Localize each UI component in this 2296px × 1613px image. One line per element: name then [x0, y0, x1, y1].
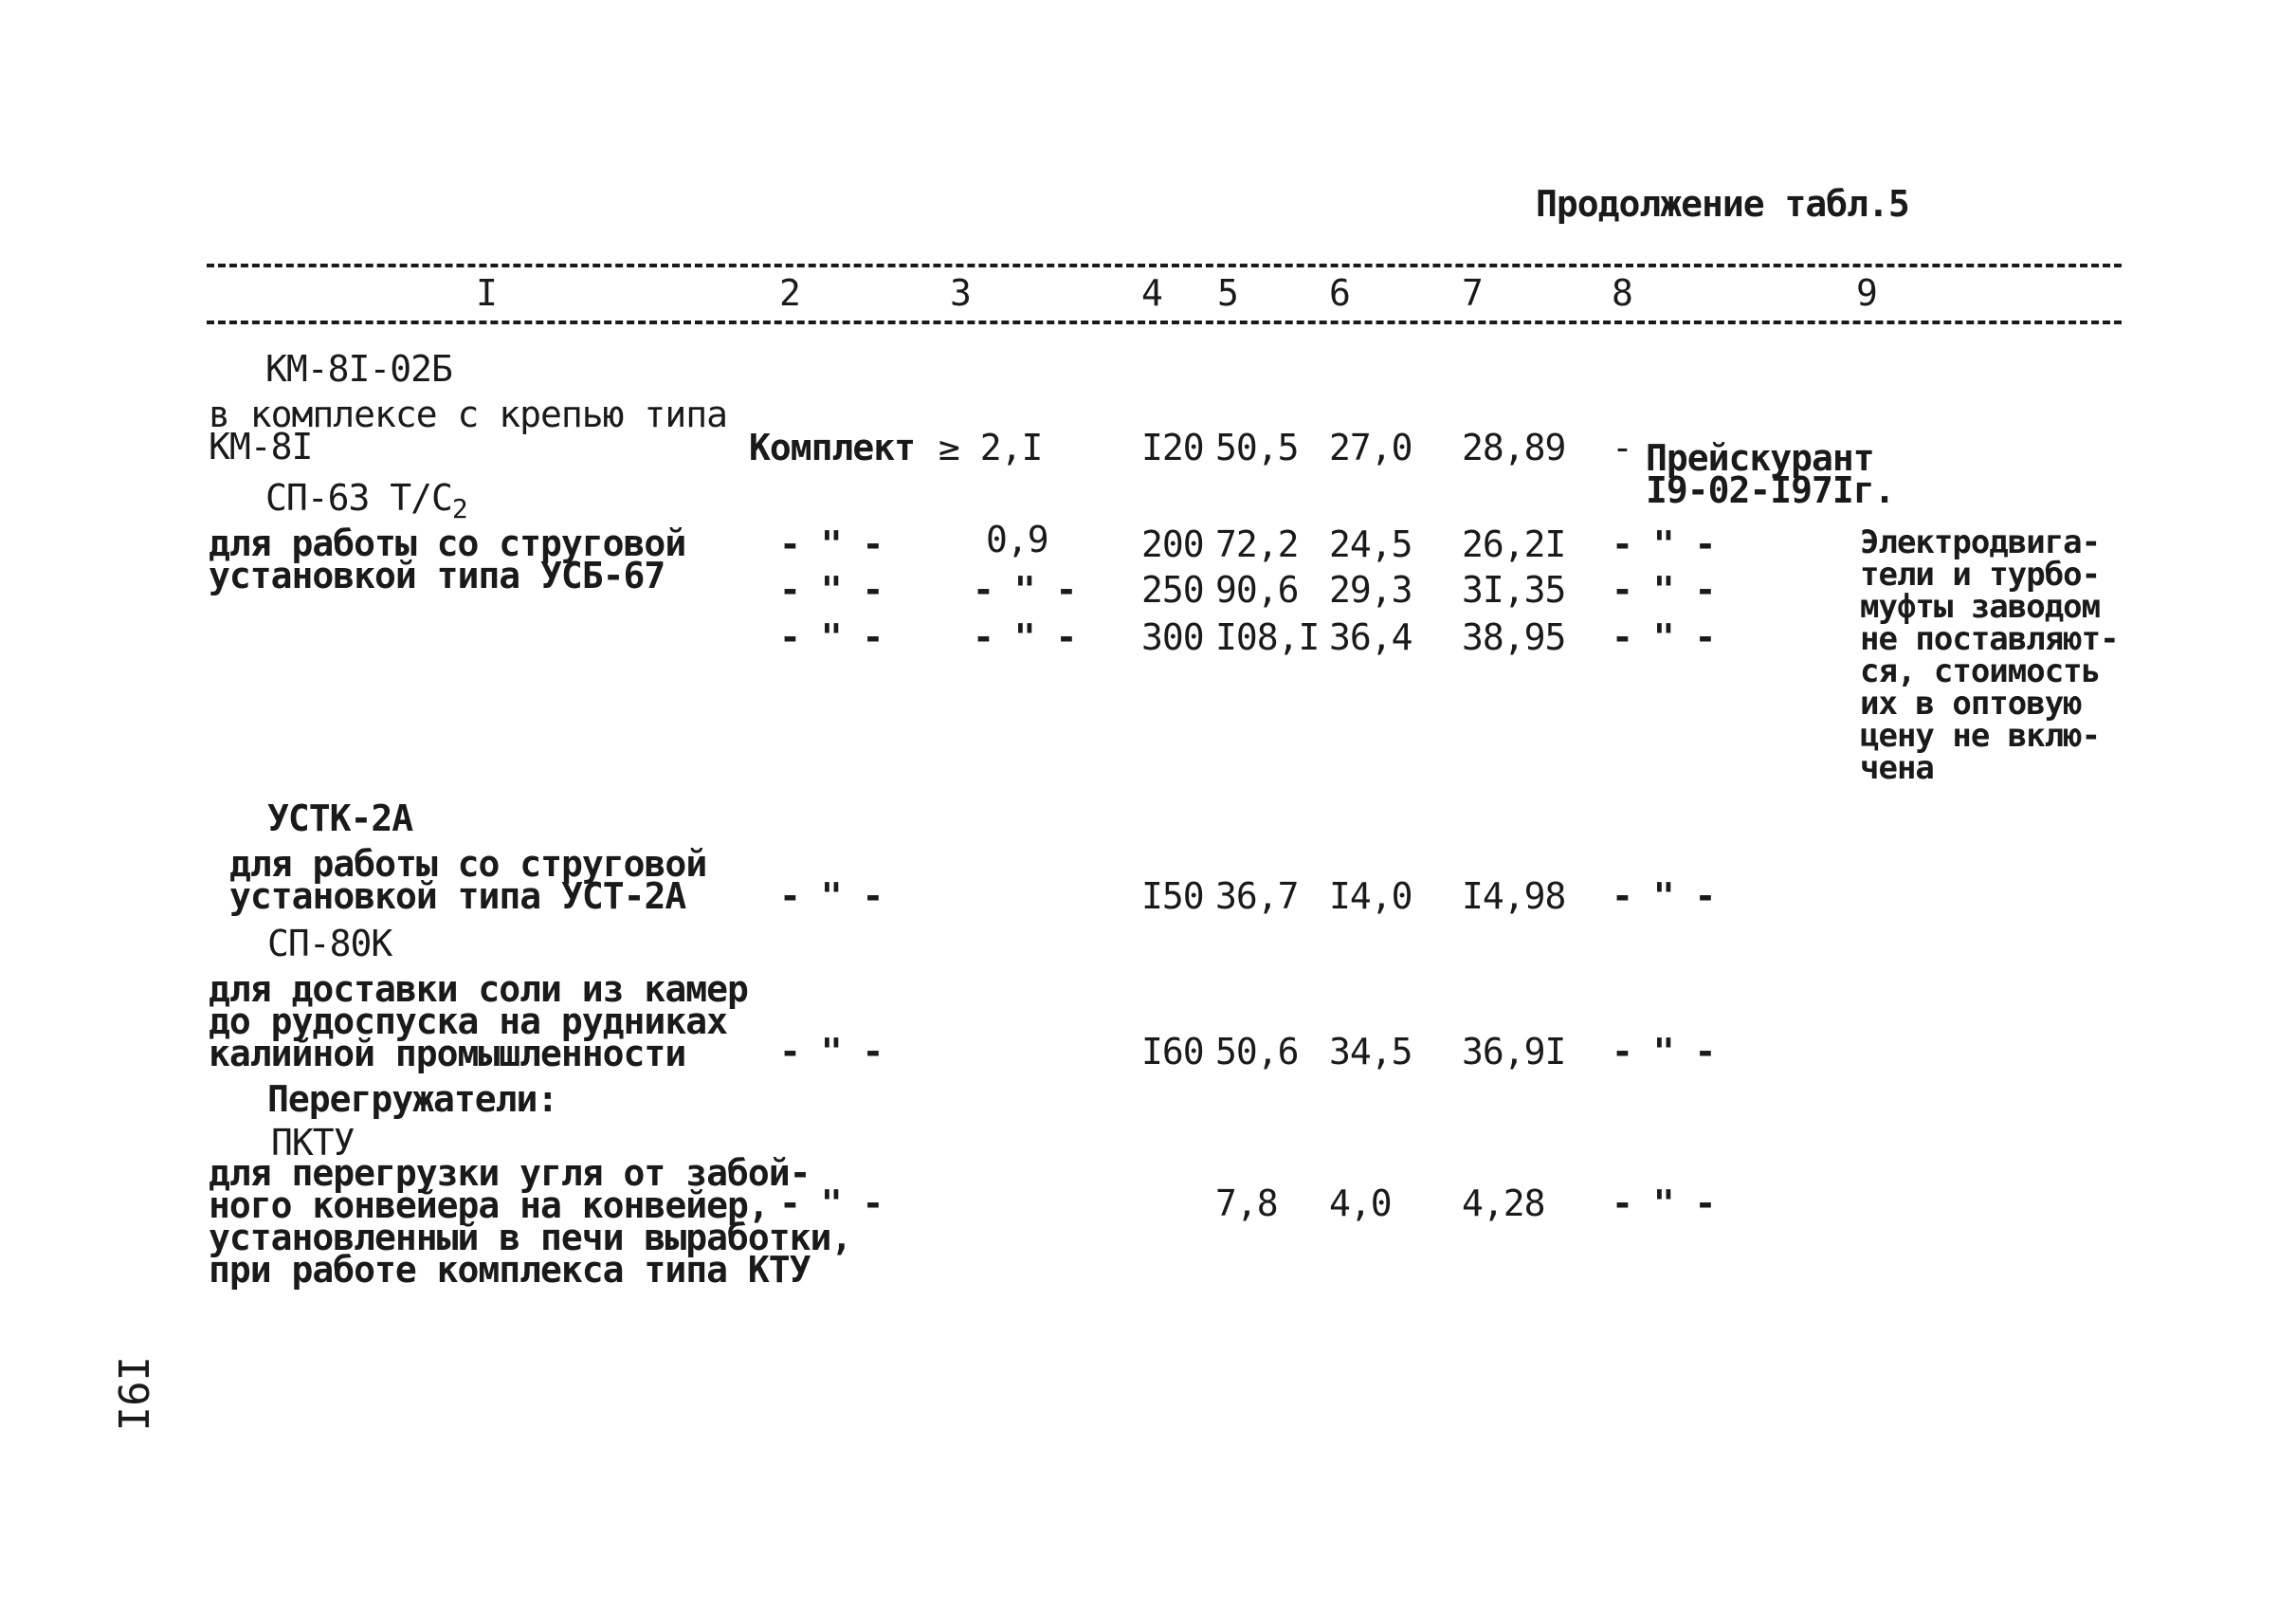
sp63-line3-col4: 300: [1141, 616, 1204, 658]
ustk-col4: I50: [1141, 875, 1204, 917]
km-col3: ≥ 2,I: [938, 427, 1043, 468]
sp63-line2-col6: 29,3: [1329, 569, 1412, 611]
col-header-6: 6: [1329, 272, 1350, 314]
km-col6: 27,0: [1329, 427, 1412, 468]
sp80-col8: - " -: [1612, 1031, 1716, 1072]
page-number: I9I: [108, 1356, 156, 1432]
sp63-line1-col4: 200: [1141, 523, 1204, 565]
col-header-1: I: [476, 272, 497, 314]
sp80-col6: 34,5: [1329, 1031, 1412, 1072]
sp63-line3-col7: 38,95: [1462, 616, 1566, 658]
col-header-8: 8: [1612, 272, 1632, 314]
sp80-description: для доставки соли из камер до рудоспуска на рудниках калийной промышленности: [209, 968, 748, 1074]
sp63-line2-col7: 3I,35: [1462, 569, 1566, 611]
col-header-3: 3: [950, 272, 971, 314]
sp63-note: Электродвига- тели и турбо- муфты заводом не поставляют- ся, стоимость их в оптовую цену не вклю- чена: [1860, 523, 2119, 787]
sp63-line1-col6: 24,5: [1329, 523, 1412, 565]
sp63-line1-col5: 72,2: [1215, 523, 1299, 565]
sp63-line2-col8: - " -: [1612, 569, 1716, 611]
sp63-line1-col8: - " -: [1612, 523, 1716, 565]
col-header-9: 9: [1856, 272, 1877, 314]
km-col7: 28,89: [1462, 427, 1566, 468]
sp63-line3-col8: - " -: [1612, 616, 1716, 658]
ustk-col6: I4,0: [1329, 875, 1412, 917]
ustk-col8: - " -: [1612, 875, 1716, 917]
sp80-title: СП-80К: [267, 923, 392, 964]
sp63-line1-col2: - " -: [779, 523, 884, 565]
sp63-line2-col5: 90,6: [1215, 569, 1299, 611]
col-header-2: 2: [779, 272, 800, 314]
sp63-line3-col6: 36,4: [1329, 616, 1412, 658]
col-header-4: 4: [1141, 272, 1162, 314]
sp80-col5: 50,6: [1215, 1031, 1299, 1072]
ustk-col7: I4,98: [1462, 875, 1566, 917]
km-col8-pricelist: Прейскурант I9-02-I97Iг.: [1646, 437, 1895, 511]
header-bottom-rule: [207, 321, 2122, 324]
sp63-line3-col5: I08,I: [1215, 616, 1320, 658]
ustk-title: УСТК-2А: [267, 797, 413, 839]
sp63-line3-col3: - " -: [973, 616, 1077, 658]
table-caption: Продолжение табл.5: [1536, 183, 1909, 225]
sp80-col7: 36,9I: [1462, 1031, 1566, 1072]
km-title: КМ-8I-02Б: [265, 348, 452, 390]
sp63-col3: 0,9: [986, 519, 1048, 560]
pktu-col8: - " -: [1612, 1182, 1716, 1224]
sp63-line2-col4: 250: [1141, 569, 1204, 611]
ustk-description: для работы со струговой установкой типа УСТ-2А: [229, 843, 707, 917]
pktu-col5: 7,8: [1215, 1182, 1278, 1224]
sp63-line3-col2: - " -: [779, 616, 884, 658]
km-col4: I20: [1141, 427, 1204, 468]
pktu-col6: 4,0: [1329, 1182, 1392, 1224]
sp80-col4: I60: [1141, 1031, 1204, 1072]
ustk-col2: - " -: [779, 875, 884, 917]
pktu-description: для перегрузки угля от забой- ного конвейера на конвейер, установленный в печи выработки, при работе комплекса типа КТУ: [209, 1152, 852, 1291]
sp63-description: для работы со струговой установкой типа УСБ-67: [209, 522, 686, 596]
sp63-line2-col2: - " -: [779, 569, 884, 611]
col-header-5: 5: [1217, 272, 1238, 314]
pktu-title: ПКТУ: [271, 1122, 355, 1164]
sp63-line1-col7: 26,2I: [1462, 523, 1566, 565]
header-top-rule: [207, 264, 2122, 267]
sp80-col2: - " -: [779, 1031, 884, 1072]
km-unit: Комплект: [749, 427, 916, 468]
col-header-7: 7: [1462, 272, 1483, 314]
ustk-col5: 36,7: [1215, 875, 1299, 917]
sp63-title: СП-63 $Т/С_2$: [265, 477, 467, 524]
reloaders-heading: Перегружатели:: [267, 1078, 558, 1120]
pktu-col2: - " -: [779, 1182, 884, 1224]
pktu-col7: 4,28: [1462, 1182, 1545, 1224]
km-col5: 50,5: [1215, 427, 1299, 468]
km-description: в комплексе с крепью типа КМ-8I: [209, 394, 727, 467]
km-col8-dash: -: [1612, 427, 1632, 468]
sp63-line2-col3: - " -: [973, 569, 1077, 611]
